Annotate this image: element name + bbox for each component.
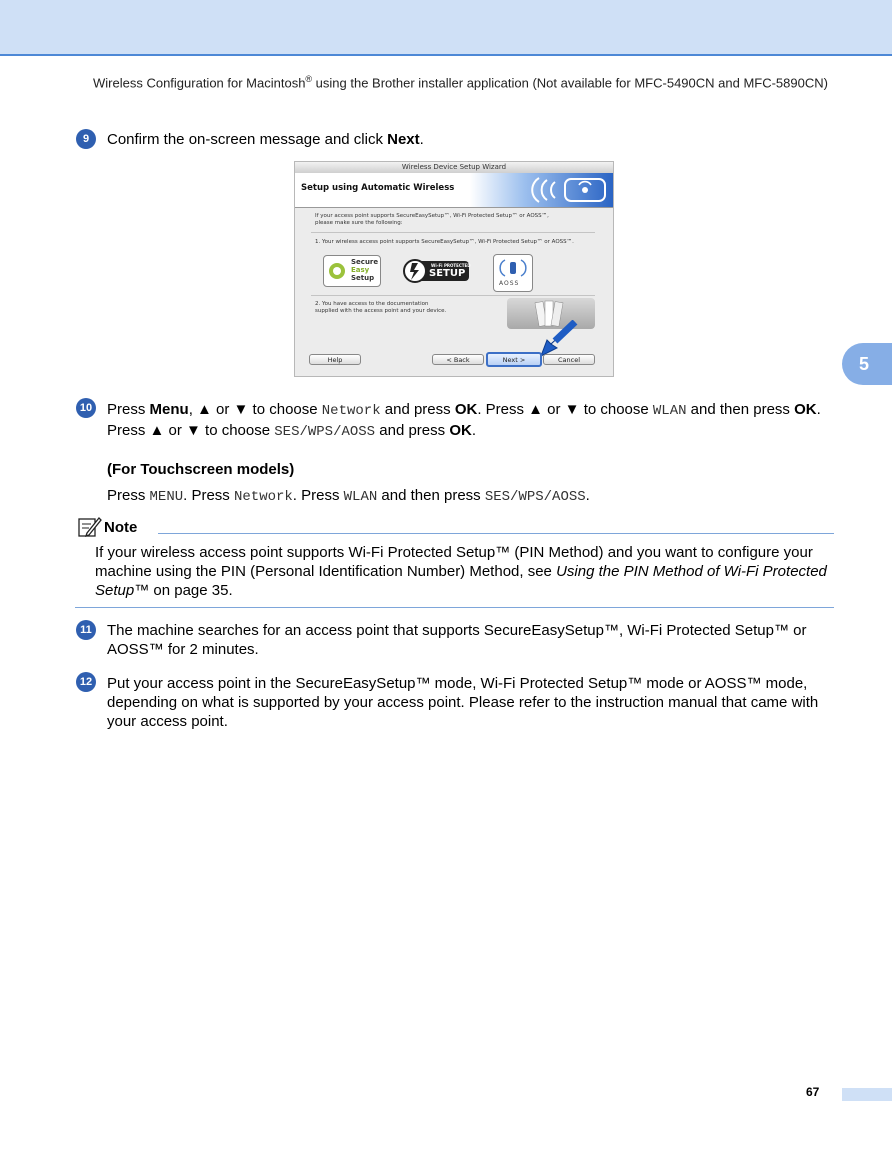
step-12-badge: 12 bbox=[76, 672, 96, 692]
step-11-text: The machine searches for an access point that supports SecureEasySetup™, Wi-Fi Protected Setup™ or AOSS™ for 2 minutes. bbox=[107, 622, 807, 658]
dialog-item-1: 1. Your wireless access point supports SecureEasySetup™, Wi-Fi Protected Setup™ or AOSS™. bbox=[315, 239, 574, 245]
note-body: If your wireless access point supports Wi-Fi Protected Setup™ (PIN Method) and you want to configure your machine using the PIN (Personal Identification Number) Method, see Using the PIN Method of Wi-Fi Protected Setup™ on page 35. bbox=[95, 544, 827, 599]
note-pencil-icon bbox=[78, 516, 102, 538]
dialog-banner bbox=[295, 173, 613, 208]
pointer-arrow-icon bbox=[539, 320, 579, 358]
touchscreen-heading: (For Touchscreen models) bbox=[107, 461, 295, 478]
dialog-item-2: 2. You have access to the documentation supplied with the access point and your device. bbox=[315, 301, 447, 314]
wireless-signal-icon bbox=[529, 176, 609, 204]
note-label: Note bbox=[104, 518, 138, 536]
step-11-badge: 11 bbox=[76, 620, 96, 640]
step-9-badge: 9 bbox=[76, 129, 96, 149]
running-header-text-end: using the Brother installer application (Not available for MFC-5490CN and MFC-5890CN) bbox=[312, 75, 828, 91]
touchscreen-instructions: Press MENU. Press Network. Press WLAN and then press SES/WPS/AOSS. bbox=[107, 487, 590, 505]
next-button[interactable]: Next > bbox=[486, 352, 542, 367]
dialog-intro: If your access point supports SecureEasySetup™, Wi-Fi Protected Setup™ or AOSS™, please make sure the following: bbox=[315, 213, 549, 226]
note-heading bbox=[78, 516, 137, 538]
setup-wizard-dialog bbox=[294, 161, 614, 377]
dialog-separator bbox=[311, 232, 595, 233]
step-12-text: Put your access point in the SecureEasySetup™ mode, Wi-Fi Protected Setup™ mode or AOSS™ mode, depending on what is supported by your access point. Please refer to the instruction manual that came with your access point. bbox=[107, 675, 819, 730]
back-button[interactable]: < Back bbox=[432, 354, 484, 365]
wifi-protected-setup-logo: Wi-Fi PROTECTED SETUP bbox=[403, 255, 471, 285]
dialog-separator-2 bbox=[311, 295, 595, 296]
step-10-text: Press Menu, ▲ or ▼ to choose Network and press OK. Press ▲ or ▼ to choose WLAN and then press OK. Press ▲ or ▼ to choose SES/WPS/AOSS and press OK. bbox=[107, 401, 821, 440]
registered-mark: ® bbox=[305, 74, 313, 84]
secure-easy-setup-logo: Secure Easy Setup bbox=[323, 255, 381, 287]
page-number: 67 bbox=[806, 1085, 820, 1099]
running-header-text: Wireless Configuration for Macintosh bbox=[93, 75, 306, 91]
note-rule-bottom bbox=[75, 607, 834, 608]
chapter-tab: 5 bbox=[842, 343, 892, 385]
dialog-titlebar: Wireless Device Setup Wizard bbox=[295, 162, 613, 174]
aoss-logo: AOSS bbox=[493, 254, 533, 292]
step-10-badge: 10 bbox=[76, 398, 96, 418]
help-button[interactable]: Help bbox=[309, 354, 361, 365]
top-header-band bbox=[0, 0, 892, 56]
running-header bbox=[93, 74, 853, 90]
dialog-heading: Setup using Automatic Wireless bbox=[301, 183, 455, 193]
cancel-button[interactable]: Cancel bbox=[543, 354, 595, 365]
step-9-text: Confirm the on-screen message and click Next. bbox=[107, 131, 424, 148]
note-rule-top bbox=[158, 533, 834, 534]
page-tab bbox=[842, 1088, 892, 1101]
